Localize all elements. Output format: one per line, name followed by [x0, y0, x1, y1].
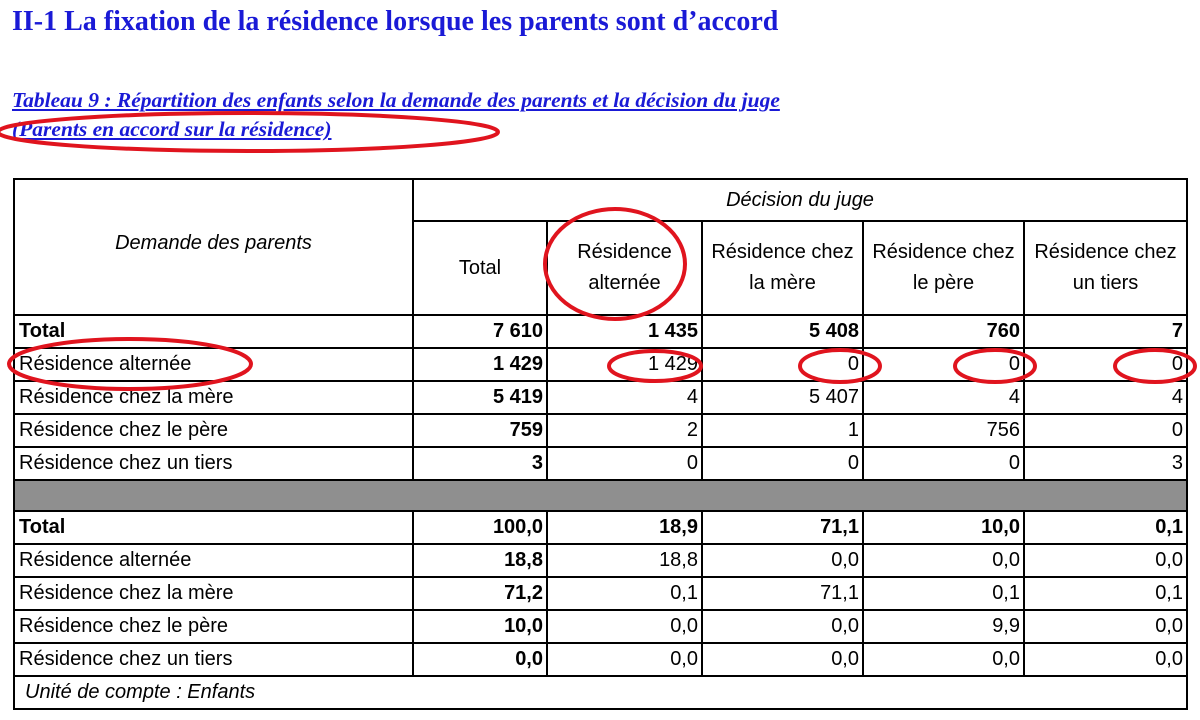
percents-section [14, 511, 1187, 676]
table-cell: 10,0 [413, 610, 547, 643]
table-cell: 10,0 [863, 511, 1024, 544]
table-cell: 0,0 [547, 610, 702, 643]
table-cell: 18,9 [547, 511, 702, 544]
table-cell: 9,9 [863, 610, 1024, 643]
table-cell: 1 429 [547, 348, 702, 381]
row-label: Résidence alternée [14, 348, 413, 381]
results-table [13, 178, 1188, 710]
table-cell: 0,0 [1024, 643, 1187, 676]
table-cell: 0,1 [1024, 511, 1187, 544]
row-label: Total [14, 315, 413, 348]
table-cell: 0,0 [863, 643, 1024, 676]
table-row [14, 643, 1187, 676]
counts-section [14, 315, 1187, 480]
table-cell: 18,8 [413, 544, 547, 577]
table-cell: 100,0 [413, 511, 547, 544]
table-cell: 5 419 [413, 381, 547, 414]
table-row [14, 348, 1187, 381]
table-cell: 0 [863, 348, 1024, 381]
table-cell: 0 [863, 447, 1024, 480]
table-cell: 0 [1024, 414, 1187, 447]
table-cell: 0,0 [702, 643, 863, 676]
row-label: Total [14, 511, 413, 544]
table-cell: 5 408 [702, 315, 863, 348]
table-row [14, 381, 1187, 414]
table-cell: 0 [547, 447, 702, 480]
group-header: Décision du juge [413, 179, 1187, 221]
row-label: Résidence chez le père [14, 610, 413, 643]
table-cell: 0,0 [1024, 544, 1187, 577]
table-cell: 0,1 [547, 577, 702, 610]
table-cell: 0 [1024, 348, 1187, 381]
table-cell: 71,1 [702, 577, 863, 610]
table-cell: 760 [863, 315, 1024, 348]
table-caption [12, 86, 780, 144]
column-header: Résidence chez le père [863, 221, 1024, 315]
table-cell: 0,0 [702, 610, 863, 643]
table-row [14, 315, 1187, 348]
table-cell: 0,0 [413, 643, 547, 676]
table-cell: 4 [1024, 381, 1187, 414]
row-label: Résidence chez la mère [14, 381, 413, 414]
table-cell: 5 407 [702, 381, 863, 414]
table-row [14, 610, 1187, 643]
table-row [14, 577, 1187, 610]
row-label: Résidence chez le père [14, 414, 413, 447]
row-header: Demande des parents [14, 179, 413, 315]
table-cell: 0,0 [702, 544, 863, 577]
caption-line-1: Tableau 9 : Répartition des enfants selon la demande des parents et la décision du juge [12, 88, 780, 112]
table-cell: 7 610 [413, 315, 547, 348]
table-cell: 759 [413, 414, 547, 447]
table-cell: 18,8 [547, 544, 702, 577]
table-cell: 7 [1024, 315, 1187, 348]
table-cell: 71,1 [702, 511, 863, 544]
column-header: Résidence chez un tiers [1024, 221, 1187, 315]
table-row [14, 511, 1187, 544]
table-row [14, 544, 1187, 577]
row-label: Résidence chez la mère [14, 577, 413, 610]
table-cell: 1 435 [547, 315, 702, 348]
table-cell: 756 [863, 414, 1024, 447]
table-cell: 0,0 [1024, 610, 1187, 643]
row-label: Résidence chez un tiers [14, 447, 413, 480]
section-separator [14, 480, 1187, 511]
table-row [14, 447, 1187, 480]
row-label: Résidence alternée [14, 544, 413, 577]
table-row [14, 414, 1187, 447]
table-cell: 2 [547, 414, 702, 447]
page-heading: II-1 La fixation de la résidence lorsque les parents sont d’accord [12, 6, 779, 37]
table-cell: 0,1 [863, 577, 1024, 610]
table-cell: 3 [1024, 447, 1187, 480]
table-cell: 3 [413, 447, 547, 480]
caption-line-2: (Parents en accord sur la résidence) [12, 117, 332, 141]
table-cell: 1 429 [413, 348, 547, 381]
table-cell: 0 [702, 447, 863, 480]
table-cell: 0,0 [547, 643, 702, 676]
table-cell: 71,2 [413, 577, 547, 610]
row-label: Résidence chez un tiers [14, 643, 413, 676]
table-cell: 1 [702, 414, 863, 447]
table-footnote: Unité de compte : Enfants [14, 676, 1187, 709]
table-cell: 4 [863, 381, 1024, 414]
column-header: Total [413, 221, 547, 315]
column-header: Résidence alternée [547, 221, 702, 315]
table-cell: 0 [702, 348, 863, 381]
table-cell: 0,0 [863, 544, 1024, 577]
column-header: Résidence chez la mère [702, 221, 863, 315]
table-cell: 4 [547, 381, 702, 414]
table-cell: 0,1 [1024, 577, 1187, 610]
